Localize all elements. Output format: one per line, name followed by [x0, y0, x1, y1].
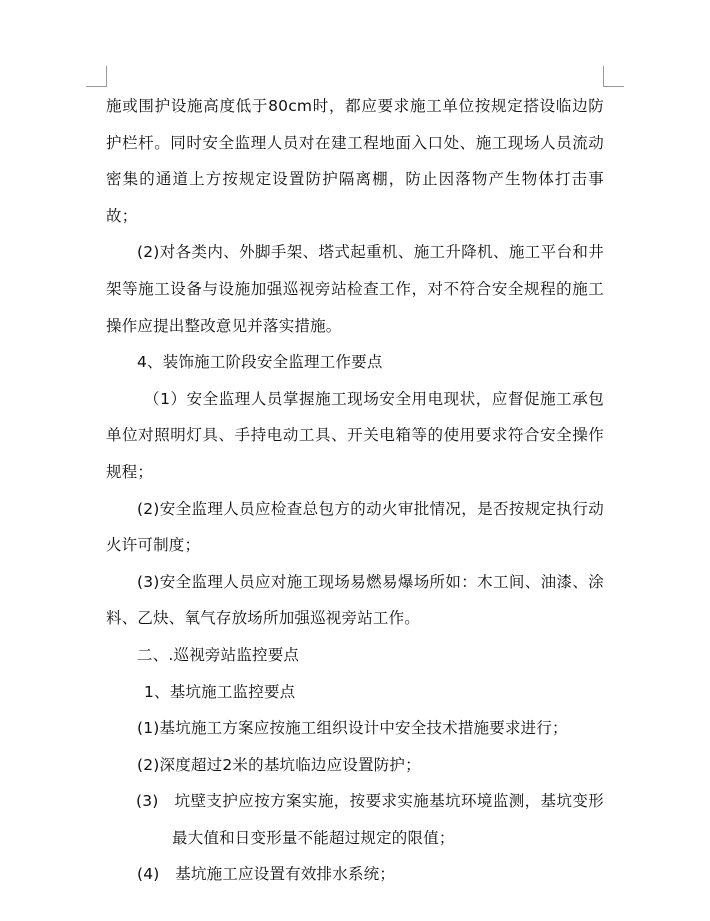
heading-patrol-monitoring: 二、.巡视旁站监控要点	[137, 645, 300, 664]
crop-mark-top-left-horizontal	[86, 86, 107, 87]
crop-mark-top-right-horizontal	[603, 86, 624, 87]
paragraph-guardrail-continued: 施或围护设施高度低于80cm时，都应要求施工单位按规定搭设临边防护栏杆。同时安全监理人员对在建工程地面入口处、施工现场人员流动密集的通道上方按规定设置防护隔离棚，防止因落物产生物体打击事故；	[106, 97, 604, 225]
list-item-pit-drainage: (4) 基坑施工应设置有效排水系统；	[137, 865, 396, 884]
paragraph-scaffold-inspection: (2)对各类内、外脚手架、塔式起重机、施工升降机、施工平台和井架等施工设备与设施加强巡视旁站检查工作，对不符合安全规程的施工操作应提出整改意见并落实措施。	[106, 243, 604, 335]
list-item-pit-plan: (1)基坑施工方案应按施工组织设计中安全技术措施要求进行；	[137, 719, 568, 738]
paragraph-electricity-safety: （1）安全监理人员掌握施工现场安全用电现状，应督促施工承包单位对照明灯具、手持电动工具、开关电箱等的使用要求符合安全操作规程；	[106, 389, 604, 481]
crop-mark-top-left-vertical	[106, 66, 107, 87]
heading-foundation-pit: 1、基坑施工监控要点	[144, 682, 296, 701]
paragraph-flammable-areas: (3)安全监理人员应对施工现场易燃易爆场所如：木工间、油漆、涂料、乙炔、氧气存放场所加强巡视旁站工作。	[106, 572, 604, 628]
paragraph-hot-work-approval: (2)安全监理人员应检查总包方的动火审批情况，是否按规定执行动火许可制度；	[106, 499, 604, 555]
crop-mark-top-right-vertical	[603, 66, 604, 87]
heading-decoration-stage: 4、装饰施工阶段安全监理工作要点	[137, 353, 383, 372]
document-body	[106, 88, 604, 893]
list-item-pit-wall-support: (3) 坑壁支护应按方案实施，按要求实施基坑环境监测，基坑变形最大值和日变形量不能超过规定的限值；	[136, 792, 604, 847]
list-item-pit-edge-protection: (2)深度超过2米的基坑临边应设置防护；	[137, 755, 421, 774]
